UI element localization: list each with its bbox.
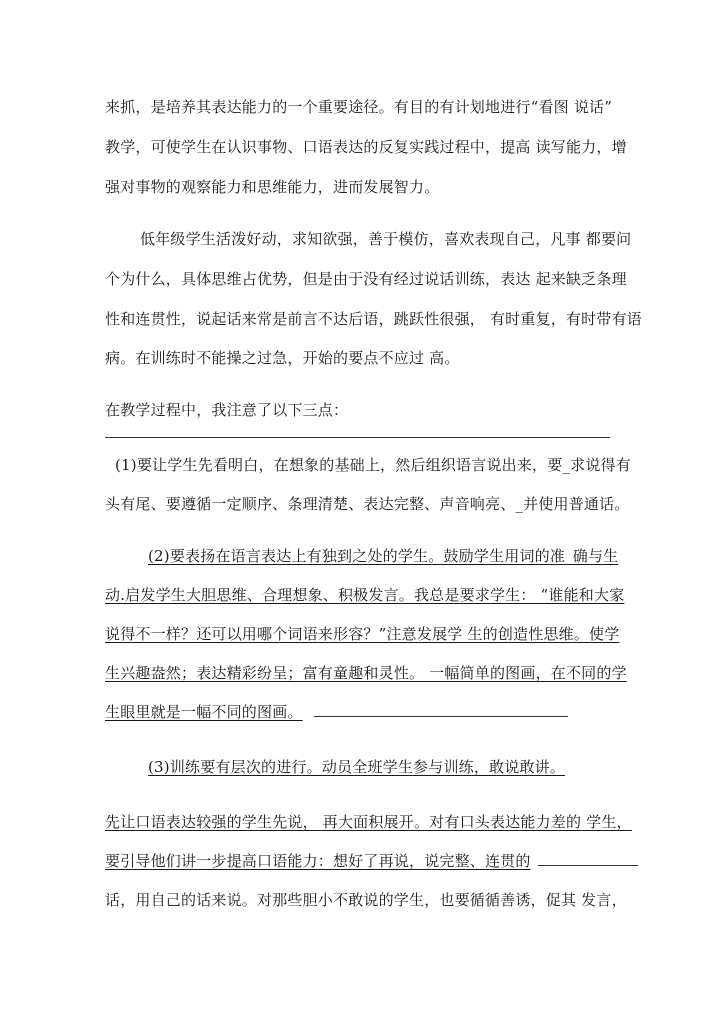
point-two-line-last [105, 702, 568, 722]
paragraph-line: 个为什么，具体思维占优势，但是由于没有经过说话训练，表达 起来缺乏条理 [105, 270, 627, 288]
paragraph-line: 病。在训练时不能操之过急，开始的要点不应过 高。 [105, 349, 460, 367]
point-two-line: 动.启发学生大胆思维、合理想象、积极发言。我总是要求学生： “谁能和大家 [105, 586, 625, 604]
paragraph-line: 低年级学生活泼好动，求知欲强，善于模仿，喜欢表现自己，凡事 都要问 [140, 230, 632, 248]
paragraph-line: 性和连贯性，说起话来常是前言不达后语，跳跃性很强， 有时重复，有时带有语 [105, 310, 642, 328]
paragraph-line: 教学，可使学生在认识事物、口语表达的反复实践过程中，提高 读写能力，增 [105, 138, 627, 156]
point-two-text: 生眼里就是一幅不同的图画。 [105, 703, 303, 721]
point-two-line: (2)要表扬在语言表达上有独到之处的学生。鼓励学生用词的准_确与生 [148, 547, 619, 565]
point-one-line: (1)要让学生先看明白，在想象的基础上，然后组织语言说出来，要_求说得有 [115, 456, 631, 474]
point-three-line: 先让口语表达较强的学生先说， 再大面积展开。对有口头表达能力差的 学生， [105, 813, 632, 831]
point-three-text: 要引导他们讲一步提高口语能力：想好了再说，说完整、连贯的 [105, 852, 531, 870]
point-three-line: (3)训练要有层次的进行。动员全班学生参与训练，敢说敢讲。 [148, 758, 566, 776]
paragraph-line: 强对事物的观察能力和思维能力，进而发展智力。 [105, 178, 440, 196]
blank-line [314, 702, 568, 717]
blank-line [538, 851, 638, 866]
point-three-line: 话，用自己的话来说。对那些胆小不敢说的学生，也要循循善诱，促其 发言， [105, 891, 627, 909]
point-two-line: 说得不一样？还可以用哪个词语来形容？”注意发展学 生的创造性思维。使学 [105, 625, 620, 643]
point-one-line: 头有尾、要遵循一定顺序、条理清楚、表达完整、声音响亮、_并使用普通话。 [105, 495, 630, 513]
horizontal-rule [105, 437, 610, 438]
point-three-line [105, 851, 638, 871]
point-two-line: 生兴趣盎然；表达精彩纷呈；富有童趣和灵性。 一幅简单的图画，在不同的学 [105, 664, 627, 682]
paragraph-line: 来抓，是培养其表达能力的一个重要途径。有目的有计划地进行“看图 说话” [105, 98, 613, 116]
section-intro-line: 在教学过程中，我注意了以下三点： [105, 401, 349, 419]
